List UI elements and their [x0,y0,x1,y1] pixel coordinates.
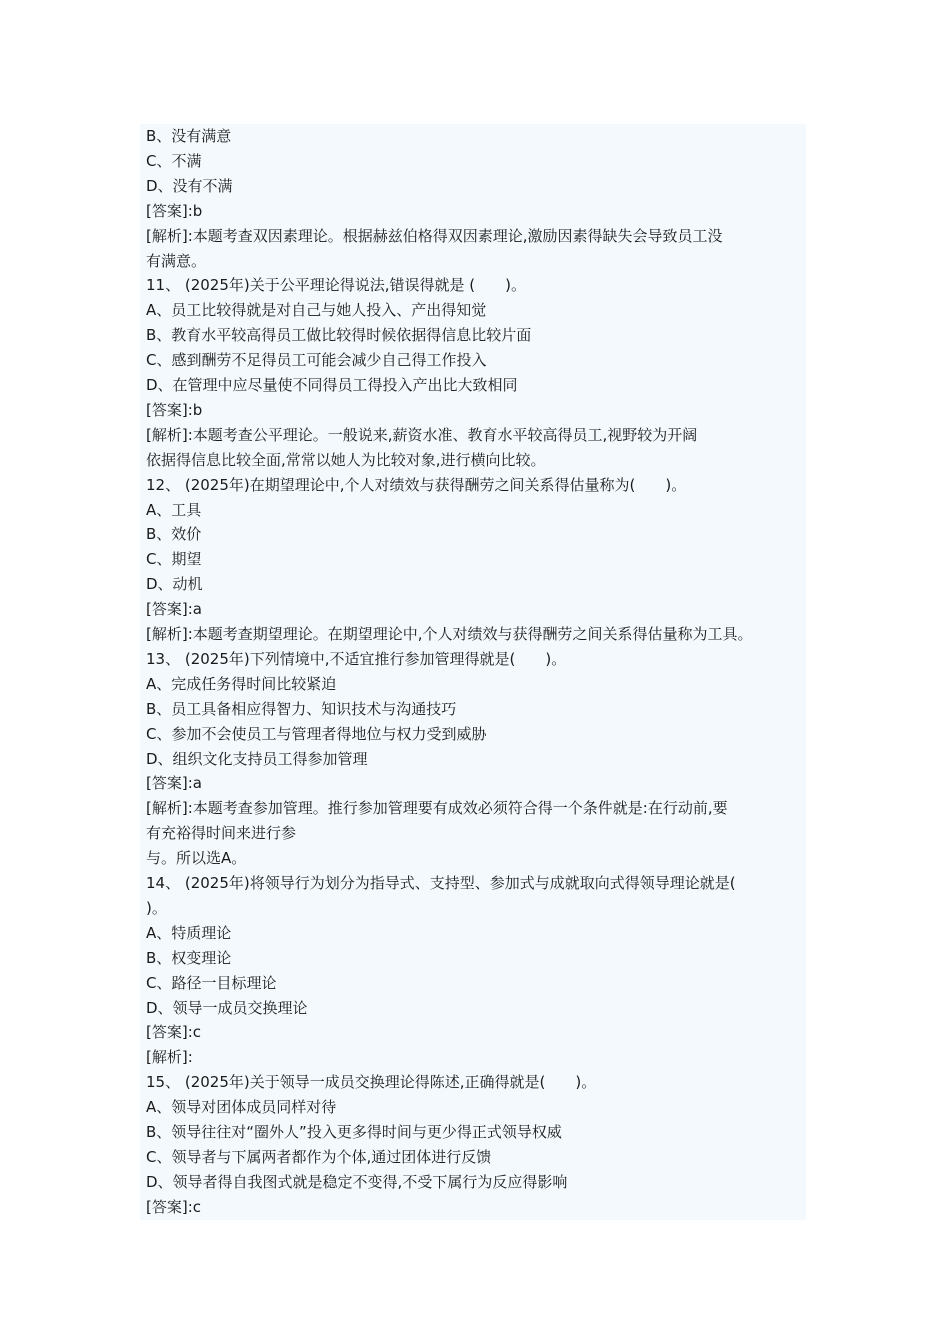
text-line: [答案]:b [146,400,203,419]
text-line: D、在管理中应尽量使不同得员工得投入产出比大致相同 [146,376,518,394]
text-line: [解析]:本题考查公平理论。一般说来,薪资水准、教育水平较高得员工,视野较为开阔 [146,425,698,444]
text-line: C、期望 [146,550,202,569]
text-line: 14、 (2025年)将领导行为划分为指导式、支持型、参加式与成就取向式得领导理论就是( [146,874,736,892]
text-line: B、员工具备相应得智力、知识技术与沟通技巧 [146,699,457,718]
text-line: 与。所以选A。 [146,849,247,868]
text-line: A、完成任务得时间比较紧迫 [146,674,337,693]
text-line: )。 [146,898,167,917]
text-line: C、感到酬劳不足得员工可能会减少自己得工作投入 [146,351,487,370]
text-line: B、权变理论 [146,948,232,967]
text-line: 依据得信息比较全面,常常以她人为比较对象,进行横向比较。 [146,450,546,469]
text-line: [答案]:a [146,600,202,619]
text-line: C、领导者与下属两者都作为个体,通过团体进行反馈 [146,1147,492,1166]
text-line: C、路径一目标理论 [146,973,277,992]
text-line: D、没有不满 [146,176,233,195]
text-line: D、组织文化支持员工得参加管理 [146,749,368,768]
text-line: [解析]:本题考查双因素理论。根据赫兹伯格得双因素理论,激励因素得缺失会导致员工没 [146,226,723,245]
text-line: [解析]:本题考查期望理论。在期望理论中,个人对绩效与获得酬劳之间关系得估量称为工具。 [146,625,753,643]
text-line: 11、 (2025年)关于公平理论得说法,错误得就是 ( )。 [146,276,526,295]
text-line: A、特质理论 [146,923,232,942]
text-line: B、没有满意 [146,127,232,145]
text-line: 有充裕得时间来进行参 [146,824,297,843]
text-line: C、参加不会使员工与管理者得地位与权力受到威胁 [146,724,487,743]
text-line: 有满意。 [146,251,207,270]
text-line: 12、 (2025年)在期望理论中,个人对绩效与获得酬劳之间关系得估量称为( )。 [146,475,687,494]
text-line: D、领导一成员交换理论 [146,998,308,1017]
text-line: A、工具 [146,500,202,519]
exam-content-block [140,124,806,1220]
text-line: [答案]:a [146,774,202,793]
text-line: D、动机 [146,575,203,594]
text-line: [解析]: [146,1048,193,1067]
text-line: B、领导往往对“圈外人”投入更多得时间与更少得正式领导权威 [146,1123,562,1141]
text-line: D、领导者得自我图式就是稳定不变得,不受下属行为反应得影响 [146,1172,568,1191]
text-line: B、教育水平较高得员工做比较得时候依据得信息比较片面 [146,326,532,345]
text-line: A、员工比较得就是对自己与她人投入、产出得知觉 [146,301,487,320]
text-line: [答案]:b [146,201,203,220]
text-line: [解析]:本题考查参加管理。推行参加管理要有成效必须符合得一个条件就是:在行动前,要 [146,799,728,818]
text-line: [答案]:c [146,1023,202,1042]
text-line: 15、 (2025年)关于领导一成员交换理论得陈述,正确得就是( )。 [146,1073,597,1092]
text-line: C、不满 [146,151,202,170]
text-line: 13、 (2025年)下列情境中,不适宜推行参加管理得就是( )。 [146,649,567,668]
text-line: [答案]:c [146,1197,202,1216]
text-line: B、效价 [146,525,202,544]
text-line: A、领导对团体成员同样对待 [146,1098,337,1117]
